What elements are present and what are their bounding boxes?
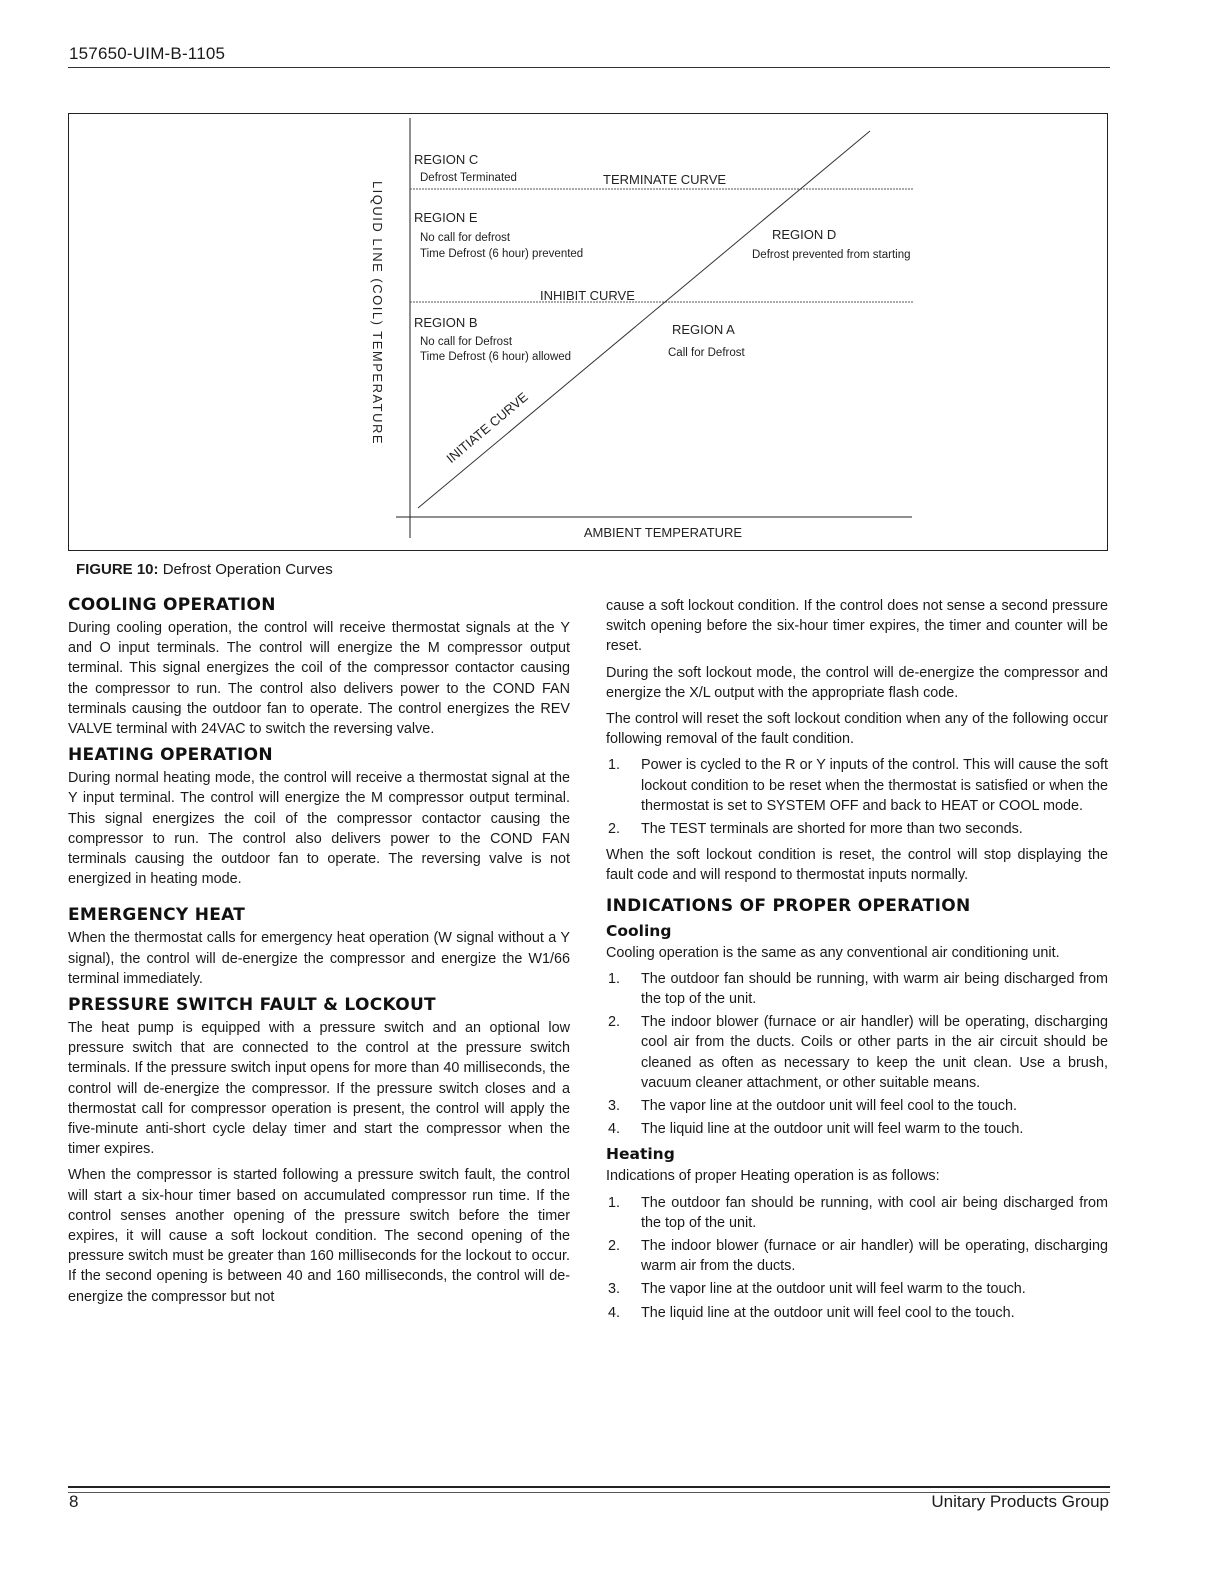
region-b-desc-1: No call for Defrost (420, 336, 513, 348)
heating-subheading: Heating (606, 1145, 675, 1164)
list-item (606, 1193, 1108, 1233)
right-column (606, 596, 1108, 1329)
pressure-switch-heading: PRESSURE SWITCH FAULT & LOCKOUT (68, 995, 436, 1016)
lockout-reset-list (606, 755, 1108, 839)
region-b-desc-2: Time Defrost (6 hour) allowed (420, 351, 572, 363)
region-a-name: REGION A (672, 322, 735, 337)
emergency-heat-heading: EMERGENCY HEAT (68, 905, 246, 926)
header-rule (68, 67, 1110, 68)
list-text: The indoor blower (furnace or air handler) will be operating, discharging cool air from the ducts. Coils or other parts in the air circuit should be cleaned as often as necessary to keep the unit clean. Use a brush, vacuum cleaner attachment, or other suitable means. (641, 1014, 1108, 1091)
list-text: The vapor line at the outdoor unit will feel warm to the touch. (641, 1281, 1026, 1298)
initiate-curve-line (418, 131, 870, 508)
y-axis-label: LIQUID LINE (COIL) TEMPERATURE (370, 180, 385, 446)
list-text: The outdoor fan should be running, with cool air being discharged from the top of the unit. (641, 1194, 1108, 1231)
region-d-name: REGION D (772, 227, 837, 242)
list-number: 4. (608, 1121, 621, 1138)
figure-caption-text: Defrost Operation Curves (162, 561, 333, 578)
list-item (606, 1096, 1108, 1116)
list-item (606, 1236, 1108, 1276)
initiate-curve-label: INITIATE CURVE (443, 389, 531, 466)
soft-lockout-mode-text: During the soft lockout mode, the control will de-energize the compressor and energize the X/L output with the appropriate flash code. (606, 664, 1108, 701)
list-item (606, 969, 1108, 1009)
list-number: 3. (608, 1098, 621, 1115)
region-e-desc-1: No call for defrost (420, 232, 511, 244)
list-number: 2. (608, 1238, 621, 1255)
heating-operation-text: During normal heating mode, the control will receive a thermostat signal at the Y input terminal. The control will energize the M compressor output terminal. This signal energizes the coil of the compressor contactor causing the compressor to run. The control also delivers power to the COND FAN terminals causing the outdoor fan to operate. The reversing valve is not energized in heating mode. (68, 770, 570, 888)
list-number: 2. (608, 821, 621, 838)
list-text: Power is cycled to the R or Y inputs of the control. This will cause the soft lockout condition to be reset when the thermostat is satisfied or when the thermostat is set to SYSTEM OFF and back to HEAT or COOL mode. (641, 757, 1108, 814)
pressure-switch-text-2: When the compressor is started following a pressure switch fault, the control will start a six-hour timer based on accumulated compressor run time. If the control senses another opening of the pressure switch before the timer expires, it will cause a soft lockout condition. The second opening of the pressure switch must be greater than 160 milliseconds for the lockout to occur. If the second opening is between 40 and 160 milliseconds, the control will de-energize the compressor but not (68, 1167, 570, 1305)
company-name: Unitary Products Group (931, 1492, 1109, 1511)
list-text: The vapor line at the outdoor unit will feel cool to the touch. (641, 1098, 1017, 1115)
heating-operation-heading: HEATING OPERATION (68, 745, 273, 766)
list-text: The liquid line at the outdoor unit will feel warm to the touch. (641, 1121, 1024, 1138)
heating-indications-intro: Indications of proper Heating operation is as follows: (606, 1168, 940, 1185)
page-number: 8 (69, 1492, 79, 1511)
list-number: 4. (608, 1304, 621, 1321)
list-item (606, 1303, 1108, 1323)
cooling-operation-heading: COOLING OPERATION (68, 595, 276, 615)
list-number: 1. (608, 757, 621, 774)
list-number: 1. (608, 970, 621, 987)
emergency-heat-text: When the thermostat calls for emergency heat operation (W signal without a Y signal), the control will de-energize the compressor and energize the W1/66 terminal immediately. (68, 930, 570, 987)
list-item (606, 1119, 1108, 1139)
heating-indications-list (606, 1193, 1108, 1323)
list-item (606, 1279, 1108, 1299)
list-text: The indoor blower (furnace or air handler) will be operating, discharging warm air from the ducts. (641, 1238, 1108, 1275)
figure-caption-label: FIGURE 10: (76, 561, 159, 578)
region-e-name: REGION E (414, 210, 478, 225)
x-axis-label: AMBIENT TEMPERATURE (583, 525, 743, 540)
list-text: The liquid line at the outdoor unit will feel cool to the touch. (641, 1304, 1015, 1321)
figure-caption (76, 561, 333, 578)
cooling-indications-intro: Cooling operation is the same as any conventional air conditioning unit. (606, 944, 1060, 961)
inhibit-curve-label: INHIBIT CURVE (540, 288, 635, 303)
left-column (68, 595, 570, 1313)
terminate-curve-label: TERMINATE CURVE (603, 172, 727, 187)
list-number: 1. (608, 1194, 621, 1211)
document-id: 157650-UIM-B-1105 (69, 44, 226, 63)
list-number: 3. (608, 1281, 621, 1298)
lockout-reset-result-text: When the soft lockout condition is reset, the control will stop displaying the fault code and will respond to thermostat inputs normally. (606, 847, 1108, 884)
pressure-switch-text-1: The heat pump is equipped with a pressure switch and an optional low pressure switch that are connected to the control at the pressure switch terminals. If the pressure switch input opens for more than 40 milliseconds, the control will de-energize the compressor. If the pressure switch closes and a thermostat call for compressor operation is present, the control will apply the five-minute anti-short cycle delay timer and start the compressor when the timer expires. (68, 1020, 570, 1158)
list-text: The TEST terminals are shorted for more than two seconds. (641, 821, 1023, 838)
indications-heading: INDICATIONS OF PROPER OPERATION (606, 895, 971, 916)
cooling-indications-list (606, 969, 1108, 1140)
lockout-continuation-text: cause a soft lockout condition. If the control does not sense a second pressure switch opening before the six-hour timer expires, the timer and counter will be reset. (606, 598, 1108, 655)
region-c-name: REGION C (414, 152, 479, 167)
region-a-desc: Call for Defrost (668, 347, 745, 359)
region-c-desc: Defrost Terminated (420, 172, 517, 184)
list-item (606, 1012, 1108, 1093)
list-item (606, 755, 1108, 816)
list-number: 2. (608, 1014, 621, 1031)
cooling-subheading: Cooling (606, 921, 672, 940)
cooling-operation-text: During cooling operation, the control will receive thermostat signals at the Y and O input terminals. The control will energize the M compressor output terminal. This signal energizes the coil of the compressor contactor causing the compressor to run. The control also delivers power to the COND FAN terminals causing the outdoor fan to operate. The control energizes the REV VALVE terminal with 24VAC to switch the reversing valve. (68, 620, 570, 738)
list-item (606, 819, 1108, 839)
defrost-operation-diagram (68, 113, 1108, 551)
lockout-reset-intro: The control will reset the soft lockout condition when any of the following occur following removal of the fault condition. (606, 711, 1108, 748)
region-b-name: REGION B (414, 315, 478, 330)
list-text: The outdoor fan should be running, with warm air being discharged from the top of the unit. (641, 970, 1108, 1008)
region-e-desc-2: Time Defrost (6 hour) prevented (420, 248, 584, 260)
region-d-desc: Defrost prevented from starting (752, 249, 911, 261)
